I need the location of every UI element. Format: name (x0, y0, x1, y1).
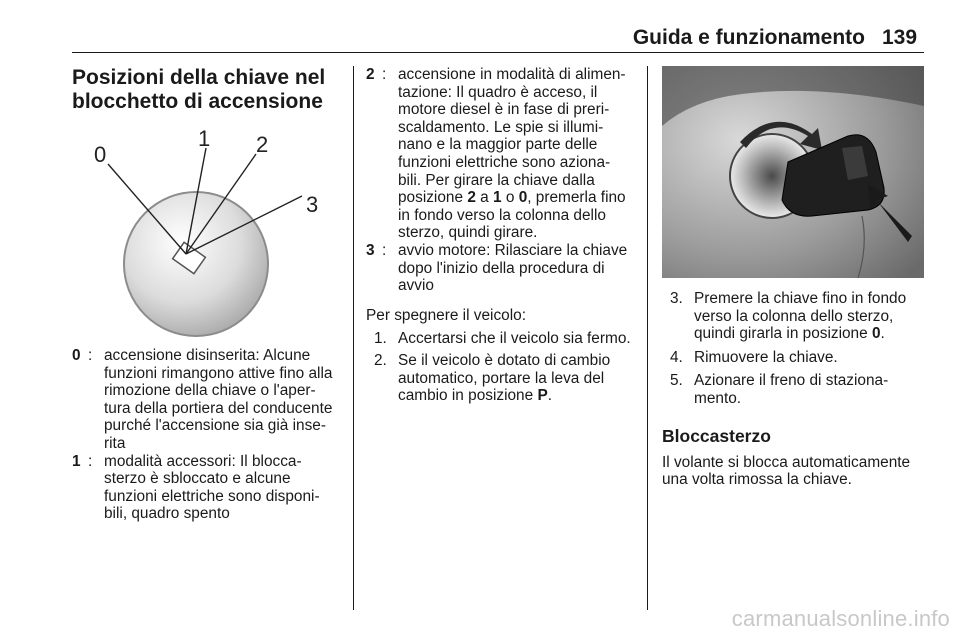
column-divider-1 (353, 66, 354, 610)
section-heading-line-2: blocchetto di accensione (72, 90, 323, 113)
step-number: 4. (670, 348, 683, 366)
position-label-0: 0 (94, 142, 107, 167)
step-text: Se il veicolo è dotato di cambio automatico, portare la leva del cambio in posizione P. (398, 351, 611, 405)
definition-text: avvio motore: Rilasciare la chiave dopo l'inizio della procedura di avvio (398, 241, 628, 295)
definition-text: accensione in modalità di alimen- tazione: Il quadro è acceso, il motore diesel è in fase di preri- scaldamento. Le spie si illumi- nano e la maggior parte delle funzioni elettriche sono aziona- bili. Per girare la chiave dalla posizione 2 a 1 o 0, premerla fino in fondo verso la colonna dello sterzo, quindi girare. (398, 66, 626, 242)
column-3 (662, 290, 926, 489)
section-heading (72, 66, 344, 114)
watermark: carmanualsonline.info (731, 606, 950, 631)
body-paragraph: Il volante si blocca automaticamente una volta rimossa la chiave. (662, 453, 911, 489)
page-number: 139 (882, 26, 918, 49)
definition-text: modalità accessori: Il blocca- sterzo è sbloccato e alcune funzioni elettriche sono disponi- bili, quadro spento (104, 452, 320, 523)
list-item (374, 352, 638, 405)
position-label-1: 1 (198, 126, 211, 151)
definition-key: 0 (72, 347, 81, 364)
key-insertion-photo (662, 66, 924, 278)
definition-colon: : (382, 241, 387, 259)
intro-paragraph: Per spegnere il veicolo: (366, 306, 526, 324)
definition-item (366, 242, 638, 295)
header-title: Guida e funzionamento (632, 26, 865, 49)
list-item (670, 372, 926, 407)
steps-list-1 (366, 330, 638, 404)
header-rule (72, 52, 924, 53)
definition-key: 2 (366, 66, 375, 83)
definition-key: 3 (366, 241, 375, 259)
definition-text: accensione disinserita: Alcune funzioni rimangono attive fino alla rimozione della chiave o l'aper- tura della portiera del conducente purché l'accensione sia già inse- rita (104, 347, 333, 452)
step-text: Accertarsi che il veicolo sia fermo. (398, 330, 631, 348)
step-number: 2. (374, 351, 387, 369)
definition-colon: : (382, 66, 387, 83)
definition-item (72, 453, 344, 523)
section-heading-line-1: Posizioni della chiave nel (72, 66, 326, 89)
column-1 (72, 66, 344, 114)
definition-list-1 (72, 347, 344, 523)
column-2 (366, 66, 638, 405)
list-item (374, 330, 638, 348)
step-number: 5. (670, 372, 683, 390)
definition-key: 1 (72, 452, 81, 470)
step-number: 1. (374, 330, 387, 348)
list-item (670, 349, 926, 367)
list-item (670, 290, 926, 343)
definition-colon: : (88, 347, 93, 364)
subheading: Bloccasterzo (662, 425, 771, 446)
definition-item (72, 347, 344, 453)
step-text: Rimuovere la chiave. (694, 348, 838, 366)
column-divider-2 (647, 66, 648, 610)
steps-list-2 (662, 290, 926, 408)
step-number: 3. (670, 290, 683, 307)
ignition-positions-diagram (84, 124, 346, 338)
step-text: Azionare il freno di staziona- mento. (694, 372, 889, 407)
position-label-3: 3 (306, 192, 319, 217)
definition-colon: : (88, 452, 93, 470)
definition-item (366, 66, 638, 242)
position-label-2: 2 (256, 132, 269, 157)
step-text: Premere la chiave fino in fondo verso la colonna dello sterzo, quindi girarla in posizione 0. (694, 290, 907, 343)
